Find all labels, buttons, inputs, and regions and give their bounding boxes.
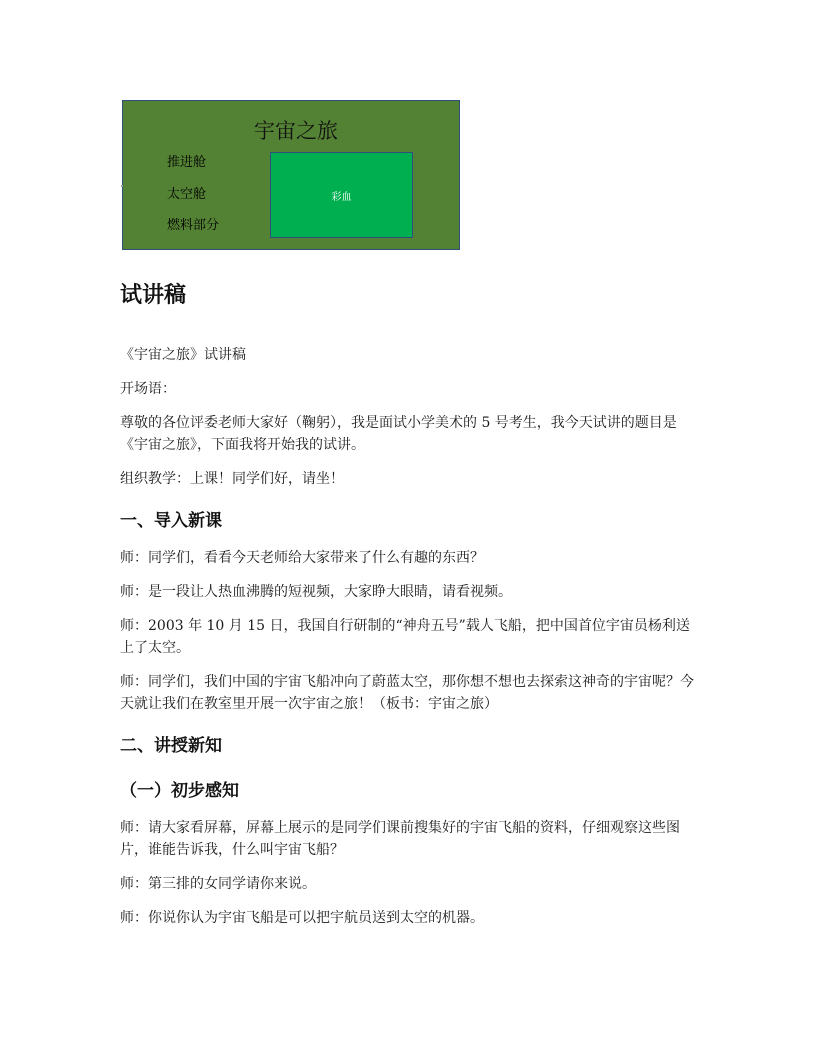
- document-body: [120, 278, 700, 929]
- paragraph: 师：同学们，我们中国的宇宙飞船冲向了蔚蓝太空，那你想不想也去探索这神奇的宇宙呢？今天就让我们在教室里开展一次宇宙之旅！（板书：宇宙之旅）: [120, 674, 694, 712]
- board-title: 宇宙之旅: [254, 119, 338, 143]
- paragraph: 尊敬的各位评委老师大家好（鞠躬），我是面试小学美术的 5 号考生，我今天试讲的题目是《宇宙之旅》，下面我将开始我的试讲。: [120, 415, 677, 453]
- board-image-placeholder: [270, 152, 413, 238]
- paragraph: 师：你说你认为宇宙飞船是可以把宇航员送到太空的机器。: [120, 910, 484, 926]
- paragraph: 《宇宙之旅》试讲稿: [120, 347, 246, 363]
- paragraph: 师：2003 年 10 月 15 日，我国自行研制的“神舟五号”载人飞船，把中国首位宇宙员杨利送上了太空。: [120, 618, 690, 656]
- divider: [121, 185, 123, 187]
- paragraph: 开场语：: [120, 381, 176, 397]
- paragraph: 师：请大家看屏幕，屏幕上展示的是同学们课前搜集好的宇宙飞船的资料，仔细观察这些图片，谁能告诉我，什么叫宇宙飞船？: [120, 820, 680, 858]
- paragraph: 师：第三排的女同学请你来说。: [120, 876, 316, 892]
- board-label-propulsion: 推进舱: [167, 155, 207, 170]
- page-title: 试讲稿: [120, 283, 187, 308]
- sub-section-heading: （一）初步感知: [120, 781, 239, 801]
- blackboard-diagram: [122, 100, 460, 250]
- paragraph: 师：同学们，看看今天老师给大家带来了什么有趣的东西？: [120, 550, 484, 566]
- board-label-fuel: 燃料部分: [167, 218, 220, 233]
- section-heading: 一、导入新课: [120, 511, 222, 531]
- section-heading: 二、讲授新知: [120, 736, 222, 756]
- board-image-caption: 彩血: [331, 191, 352, 203]
- paragraph: 组织教学：上课！同学们好，请坐！: [120, 471, 344, 487]
- paragraph: 师：是一段让人热血沸腾的短视频，大家睁大眼睛，请看视频。: [120, 584, 512, 600]
- board-label-capsule: 太空舱: [167, 187, 207, 202]
